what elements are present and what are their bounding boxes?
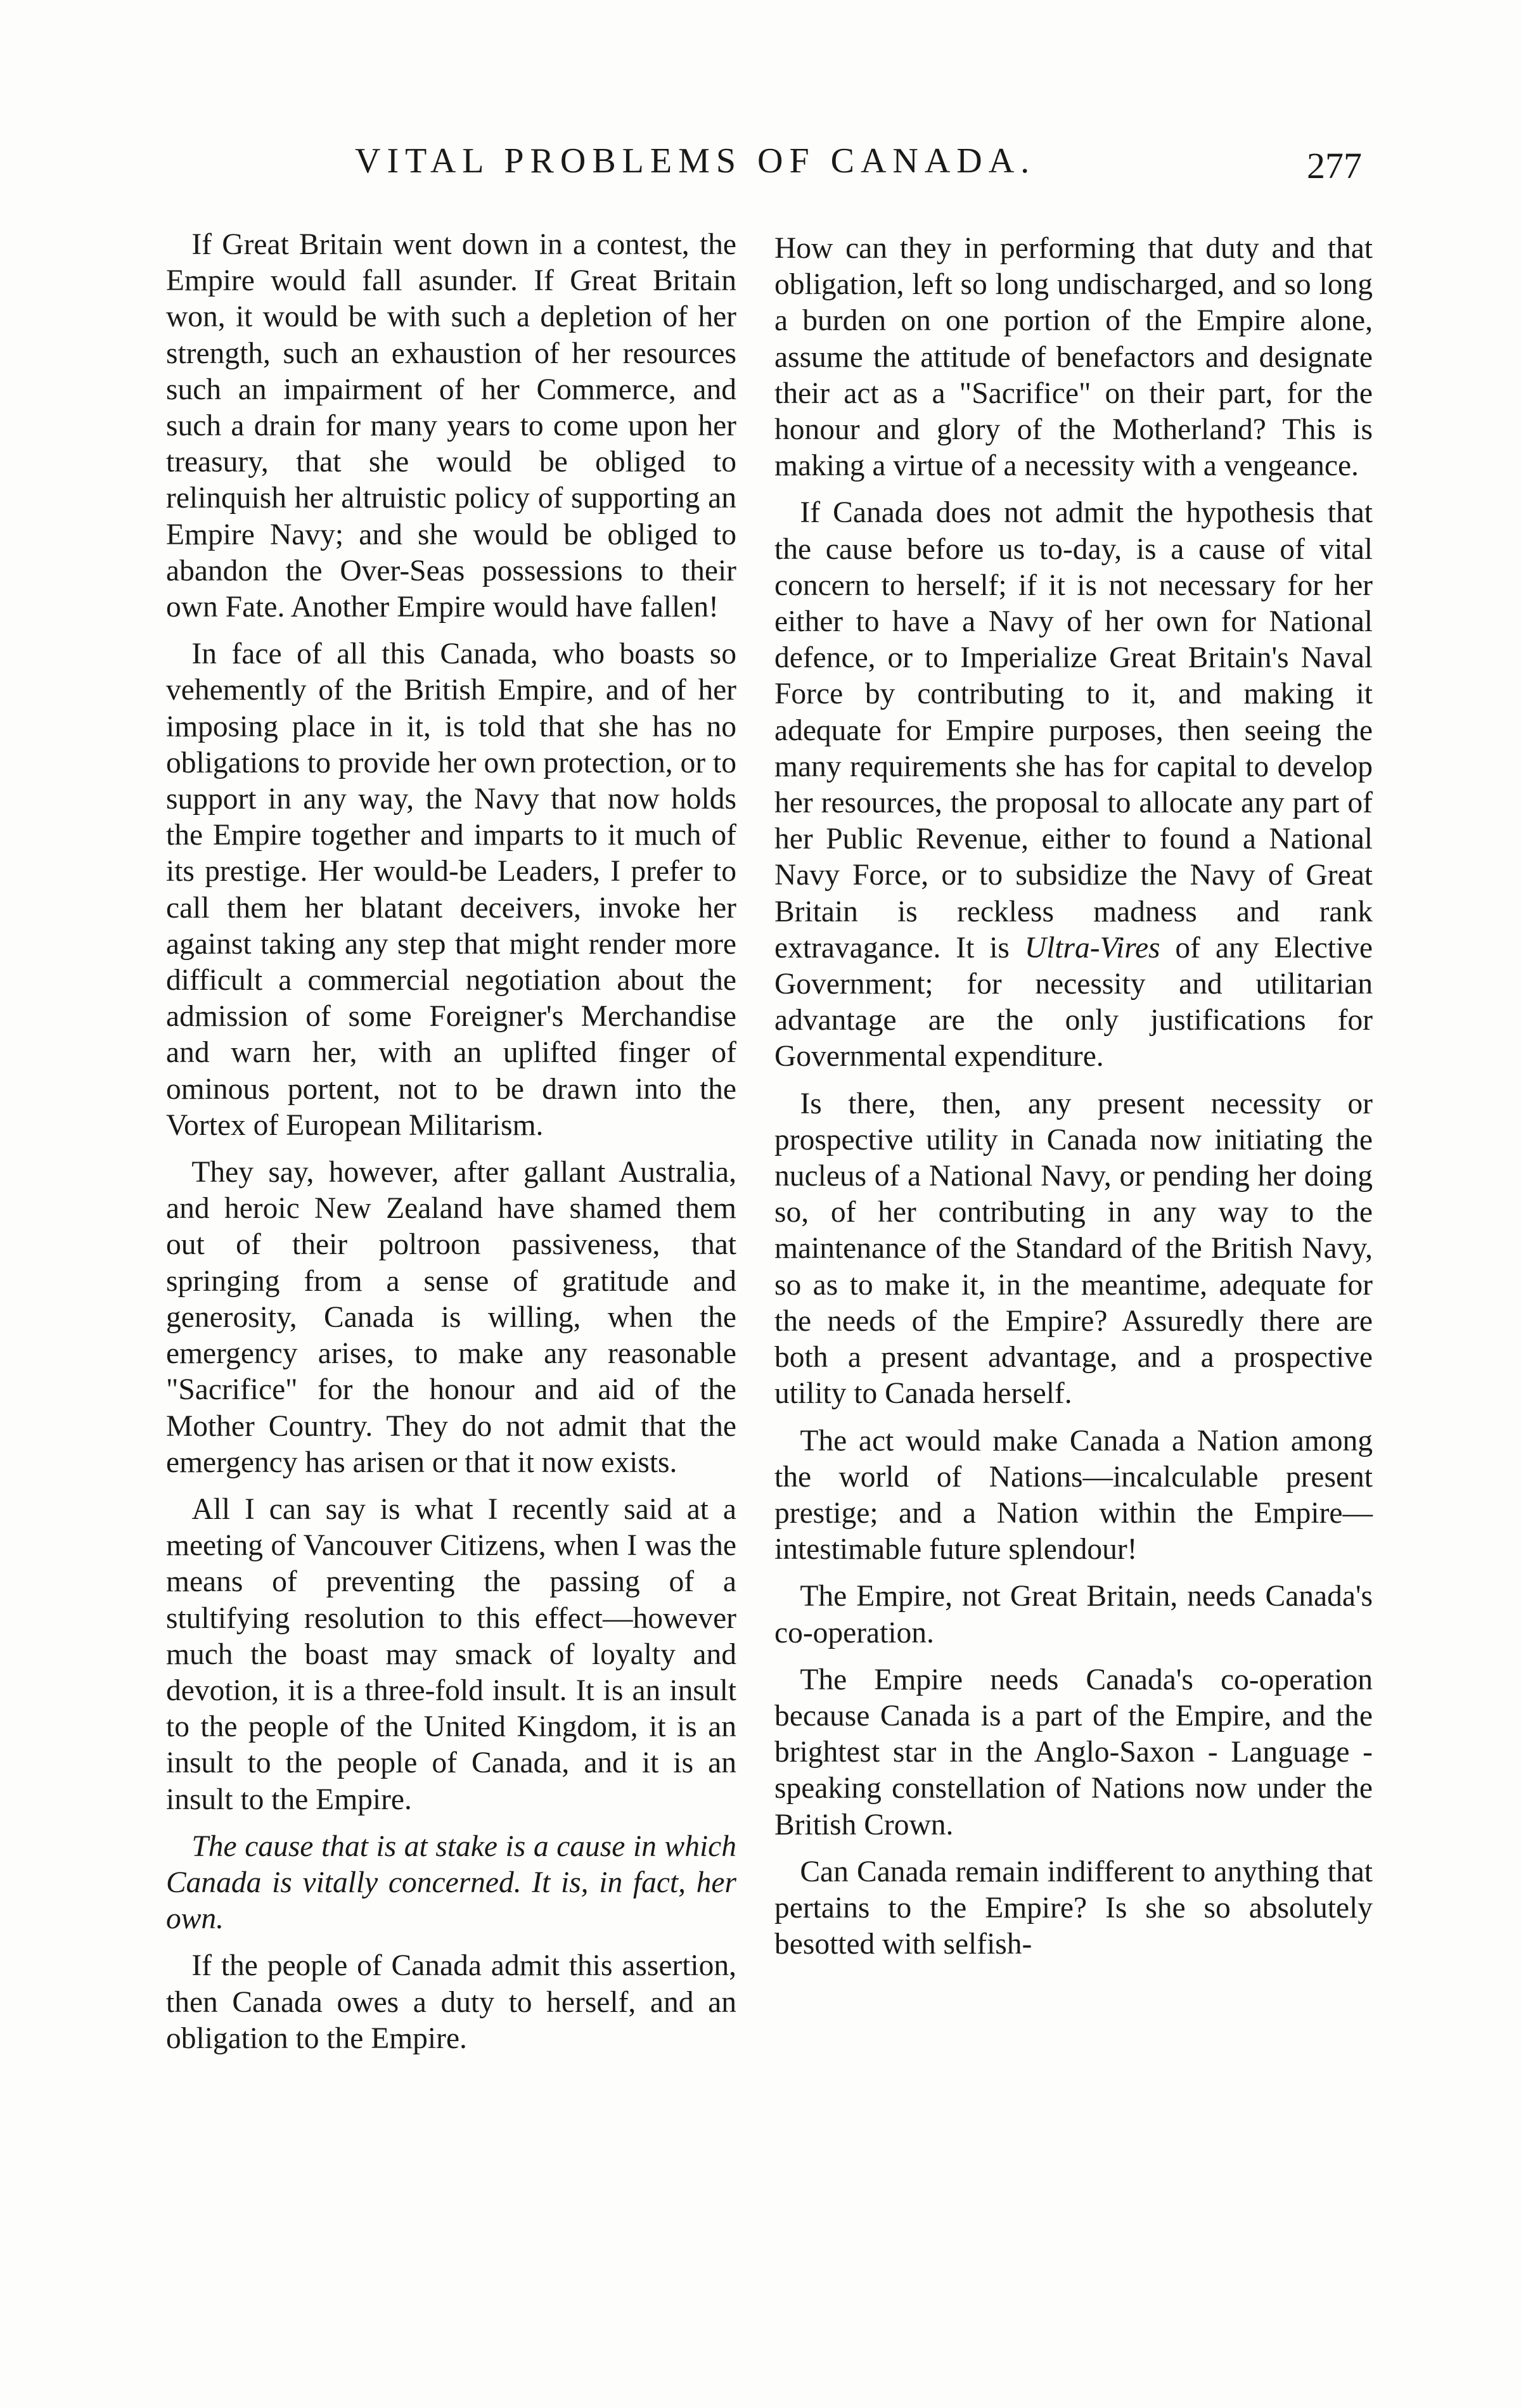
paragraph-text: of any Elective Government; for necessity and utilitarian advantage are the only justifications for Governmental expenditure. [774,931,1373,1073]
paragraph: Is there, then, any present necessity or prospective utility in Canada now initiating the nucleus of a National Navy, or pending her doing so, of her contributing in any way to the maintenance of the Standard of the British Navy, so as to make it, in the meantime, adequate for the needs of the Empire? Assuredly there are both a present advantage, and a prospective utility to Canada herself. [774,1087,1373,1411]
paragraph: If Great Britain went down in a contest, the Empire would fall asunder. If Great Britain won, it would be with such a depletion of her strength, such an exhaustion of her resources such an impairment of her Commerce, and such a drain for many years to come upon her treasury, that she would be obliged to relinquish her altruistic policy of supporting an Empire Navy; and she would be obliged to abandon the Over-Seas possessions to their own Fate. Another Empire would have fallen! [166,228,736,624]
running-title: VITAL PROBLEMS OF CANADA. [355,141,1036,181]
left-column [166,227,736,2057]
paragraph [774,495,1373,1075]
italic-paragraph: The cause that is at stake is a cause in which Canada is vitally concerned. It is, in fact, her own. [166,1829,736,1936]
paragraph: The act would make Canada a Nation among the world of Nations—incalculable present prestige; and a Nation within the Empire—intestimable future splendour! [774,1424,1373,1566]
page-number: 277 [1307,145,1362,186]
paragraph: How can they in performing that duty and that obligation, left so long undischarged, and so long a burden on one portion of the Empire alone, assume the attitude of benefactors and designate their act as a "Sacrifice" on their part, for the honour and glory of the Motherland? This is making a virtue of a necessity with a vengeance. [774,232,1373,483]
italic-phrase: Ultra-Vires [1024,931,1160,964]
paragraph: If the people of Canada admit this assertion, then Canada owes a duty to herself, and an obligation to the Empire. [166,1949,736,2055]
paragraph: The Empire, not Great Britain, needs Canada's co-operation. [774,1580,1373,1649]
paragraph: The Empire needs Canada's co-operation because Canada is a part of the Empire, and the brightest star in the Anglo-Saxon - Language - speaking constellation of Nations now under the British Crown. [774,1663,1373,1841]
paragraph: They say, however, after gallant Australia, and heroic New Zealand have shamed them out of their poltroon passiveness, that springing from a sense of gratitude and generosity, Canada is willing, when the emergency arises, to make any reasonable "Sacrifice" for the honour and aid of the Mother Country. They do not admit that the emergency has arisen or that it now exists. [166,1156,736,1479]
right-column [774,231,1373,1963]
paragraph-text: If Canada does not admit the hypothesis that the cause before us to-day, is a cause of vital concern to herself; if it is not necessary for her either to have a Navy of her own for National defence, or to Imperialize Great Britain's Naval Force by contributing to it, and making it adequate for Empire purposes, then seeing the many requirements she has for capital to develop her resources, the proposal to allocate any part of her Public Revenue, either to found a National Navy Force, or to subsidize the Navy of Great Britain is reckless madness and rank extravagance. It is [774,496,1373,964]
paragraph: All I can say is what I recently said at a meeting of Vancouver Citizens, when I was the means of preventing the passing of a stultifying resolution to this effect—however much the boast may smack of loyalty and devotion, it is a three-fold insult. It is an insult to the people of the United Kingdom, it is an insult to the people of Canada, and it is an insult to the Empire. [166,1492,736,1816]
paragraph: In face of all this Canada, who boasts so vehemently of the British Empire, and of her imposing place in it, is told that she has no obligations to provide her own protection, or to support in any way, the Navy that now holds the Empire together and imparts to it much of its prestige. Her would-be Leaders, I prefer to call them her blatant deceivers, invoke her against taking any step that might render more difficult a commercial negotiation about the admission of some Foreigner's Merchandise and warn her, with an uplifted finger of ominous portent, not to be drawn into the Vortex of European Militarism. [166,637,736,1142]
paragraph: Can Canada remain indifferent to anything that pertains to the Empire? Is she so absolutely besotted with selfish- [774,1855,1373,1961]
